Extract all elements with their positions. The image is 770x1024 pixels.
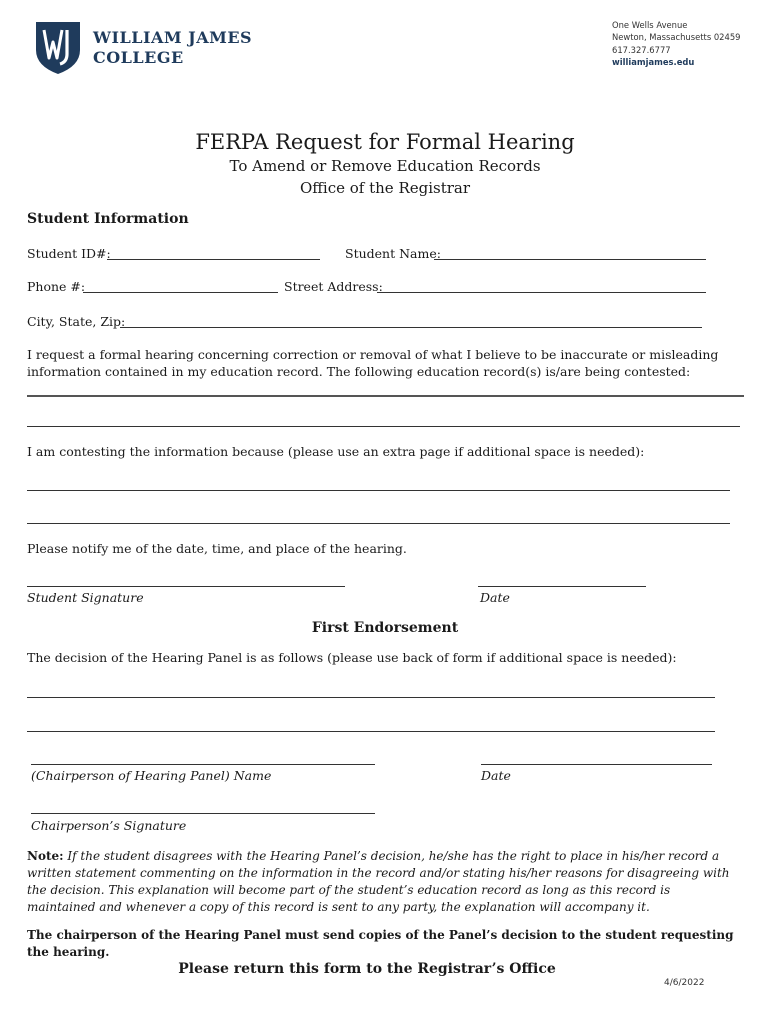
form-subtitle: To Amend or Remove Education Records xyxy=(229,157,541,175)
return-instruction: Please return this form to the Registrar’s Office xyxy=(178,961,556,977)
office-name: Office of the Registrar xyxy=(299,179,471,197)
contested-records-field-2[interactable] xyxy=(27,426,740,427)
address-line-2: Newton, Massachusetts 02459 xyxy=(612,32,741,43)
panel-decision-field-1[interactable] xyxy=(27,697,715,698)
chairperson-name-label: (Chairperson of Hearing Panel) Name xyxy=(31,768,272,783)
first-endorsement-heading: First Endorsement xyxy=(311,620,459,636)
address-phone: 617.327.6777 xyxy=(612,44,671,55)
college-logo-shield-icon xyxy=(34,20,82,75)
logo-line-2: COLLEGE xyxy=(93,48,184,67)
notify-statement: Please notify me of the date, time, and place of the hearing. xyxy=(27,541,407,556)
chairperson-instruction: The chairperson of the Hearing Panel must send copies of the Panel’s decision to the student requesting the hearing. xyxy=(27,928,734,959)
note-label: Note: xyxy=(27,849,64,863)
logo-line-1: WILLIAM JAMES xyxy=(93,28,253,47)
note-paragraph xyxy=(27,848,739,916)
street-address-field[interactable] xyxy=(377,292,706,293)
contested-records-field-1[interactable] xyxy=(27,395,744,397)
chairperson-signature-field[interactable] xyxy=(31,813,375,814)
student-name-field[interactable] xyxy=(434,259,706,260)
panel-decision-field-2[interactable] xyxy=(27,731,715,732)
student-info-heading: Student Information xyxy=(27,211,189,227)
contest-reason-field-2[interactable] xyxy=(27,523,730,524)
form-title: FERPA Request for Formal Hearing xyxy=(195,130,575,154)
college-website-link[interactable]: williamjames.edu xyxy=(612,56,695,67)
student-date-label: Date xyxy=(480,590,510,605)
chairperson-signature-label: Chairperson’s Signature xyxy=(31,818,187,833)
city-state-zip-label: City, State, Zip: xyxy=(27,314,126,329)
contest-reason-field-1[interactable] xyxy=(27,490,730,491)
student-id-label: Student ID#: xyxy=(27,246,111,261)
chairperson-date-label: Date xyxy=(481,768,511,783)
note-text: If the student disagrees with the Hearing Panel’s decision, he/she has the right to place in his/her record a written statement commenting on the information in the record and/or stating his/her reasons for disagreeing with the decision. This explanation will become part of the student’s education record as long as this record is maintained and whenever a copy of this record is sent to any party, the explanation will accompany it. xyxy=(27,849,730,914)
phone-field[interactable] xyxy=(83,292,278,293)
student-name-label: Student Name: xyxy=(345,246,441,261)
address-line-1: One Wells Avenue xyxy=(612,20,688,30)
college-address-block xyxy=(612,19,741,68)
student-date-field[interactable] xyxy=(478,586,646,587)
hearing-request-statement: I request a formal hearing concerning correction or removal of what I believe to be inaccurate or misleading information contained in my education record. The following education record(s) is/are being contested: xyxy=(27,347,719,379)
street-address-label: Street Address: xyxy=(284,279,383,294)
chairperson-name-field[interactable] xyxy=(31,764,375,765)
student-signature-field[interactable] xyxy=(27,586,345,587)
student-signature-label: Student Signature xyxy=(27,590,144,605)
contest-reason-label: I am contesting the information because (please use an extra page if additional space is needed): xyxy=(27,444,645,459)
student-id-field[interactable] xyxy=(107,259,320,260)
chairperson-date-field[interactable] xyxy=(481,764,712,765)
panel-decision-label: The decision of the Hearing Panel is as follows (please use back of form if additional space is needed): xyxy=(27,650,677,665)
city-state-zip-field[interactable] xyxy=(120,327,702,328)
college-logo-wordmark xyxy=(93,28,252,68)
phone-label: Phone #: xyxy=(27,279,86,294)
form-revision-date: 4/6/2022 xyxy=(664,978,705,988)
